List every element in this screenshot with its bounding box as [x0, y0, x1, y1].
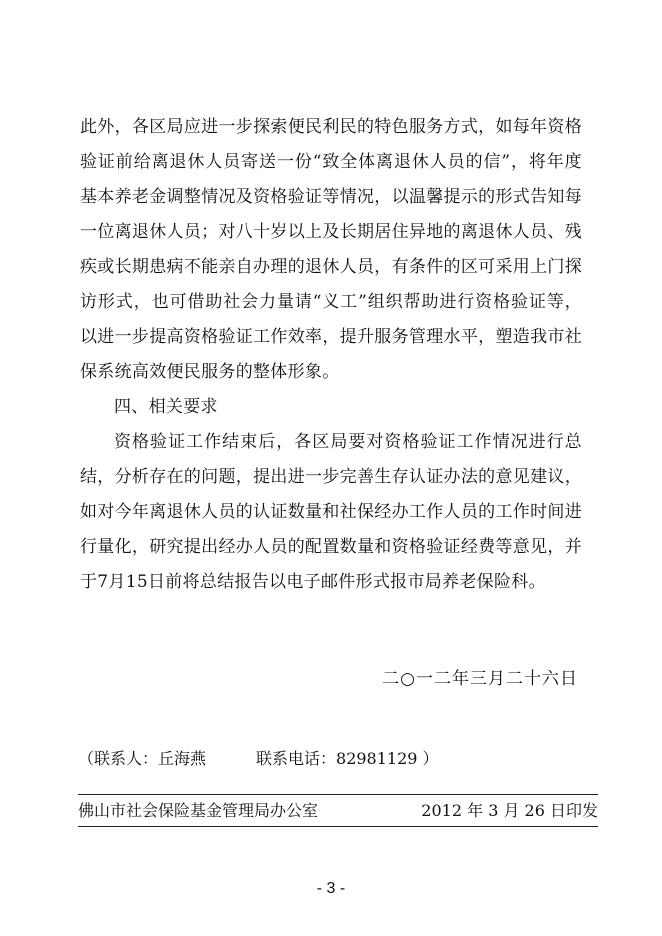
issue-date: 2012 年 3 月 26 日印发	[421, 801, 598, 820]
footer-divider-bottom	[78, 826, 598, 827]
paragraph-2: 资格验证工作结束后，各区局要对资格验证工作情况进行总结，分析存在的问题，提出进一步完善生存认证办法的意见建议，如对今年离退休人员的认证数量和社保经办工作人员的工作时间进行量化，研究提出经办人员的配置数量和资格验证经费等意见，并于7月15日前将总结报告以电子邮件形式报市局养老保险科。	[80, 432, 582, 592]
document-date: 二○一二年三月二十六日	[382, 669, 578, 689]
contact-line	[78, 746, 439, 769]
page-number: - 3 -	[316, 880, 346, 897]
paragraph-1: 此外，各区局应进一步探索便民利民的特色服务方式，如每年资格验证前给离退休人员寄送一份“致全体离退休人员的信”，将年度基本养老金调整情况及资格验证等情况，以温馨提示的形式告知每一位离退休人员；对八十岁以上及长期居住异地的离退休人员、残疾或长期患病不能亲自办理的退休人员，有条件的区可采用上门探访形式，也可借助社会力量请“义工”组织帮助进行资格验证等，以进一步提高资格验证工作效率，提升服务管理水平，塑造我市社保系统高效便民服务的整体形象。	[80, 117, 582, 382]
contact-person: （联系人：丘海燕	[78, 749, 207, 768]
contact-phone: 联系电话：82981129 ）	[256, 749, 439, 768]
section-heading: 四、相关要求	[114, 397, 218, 417]
footer-divider-top	[78, 794, 598, 795]
issue-line	[78, 798, 598, 821]
document-body	[80, 110, 582, 600]
issuer-name: 佛山市社会保险基金管理局办公室	[78, 801, 319, 820]
